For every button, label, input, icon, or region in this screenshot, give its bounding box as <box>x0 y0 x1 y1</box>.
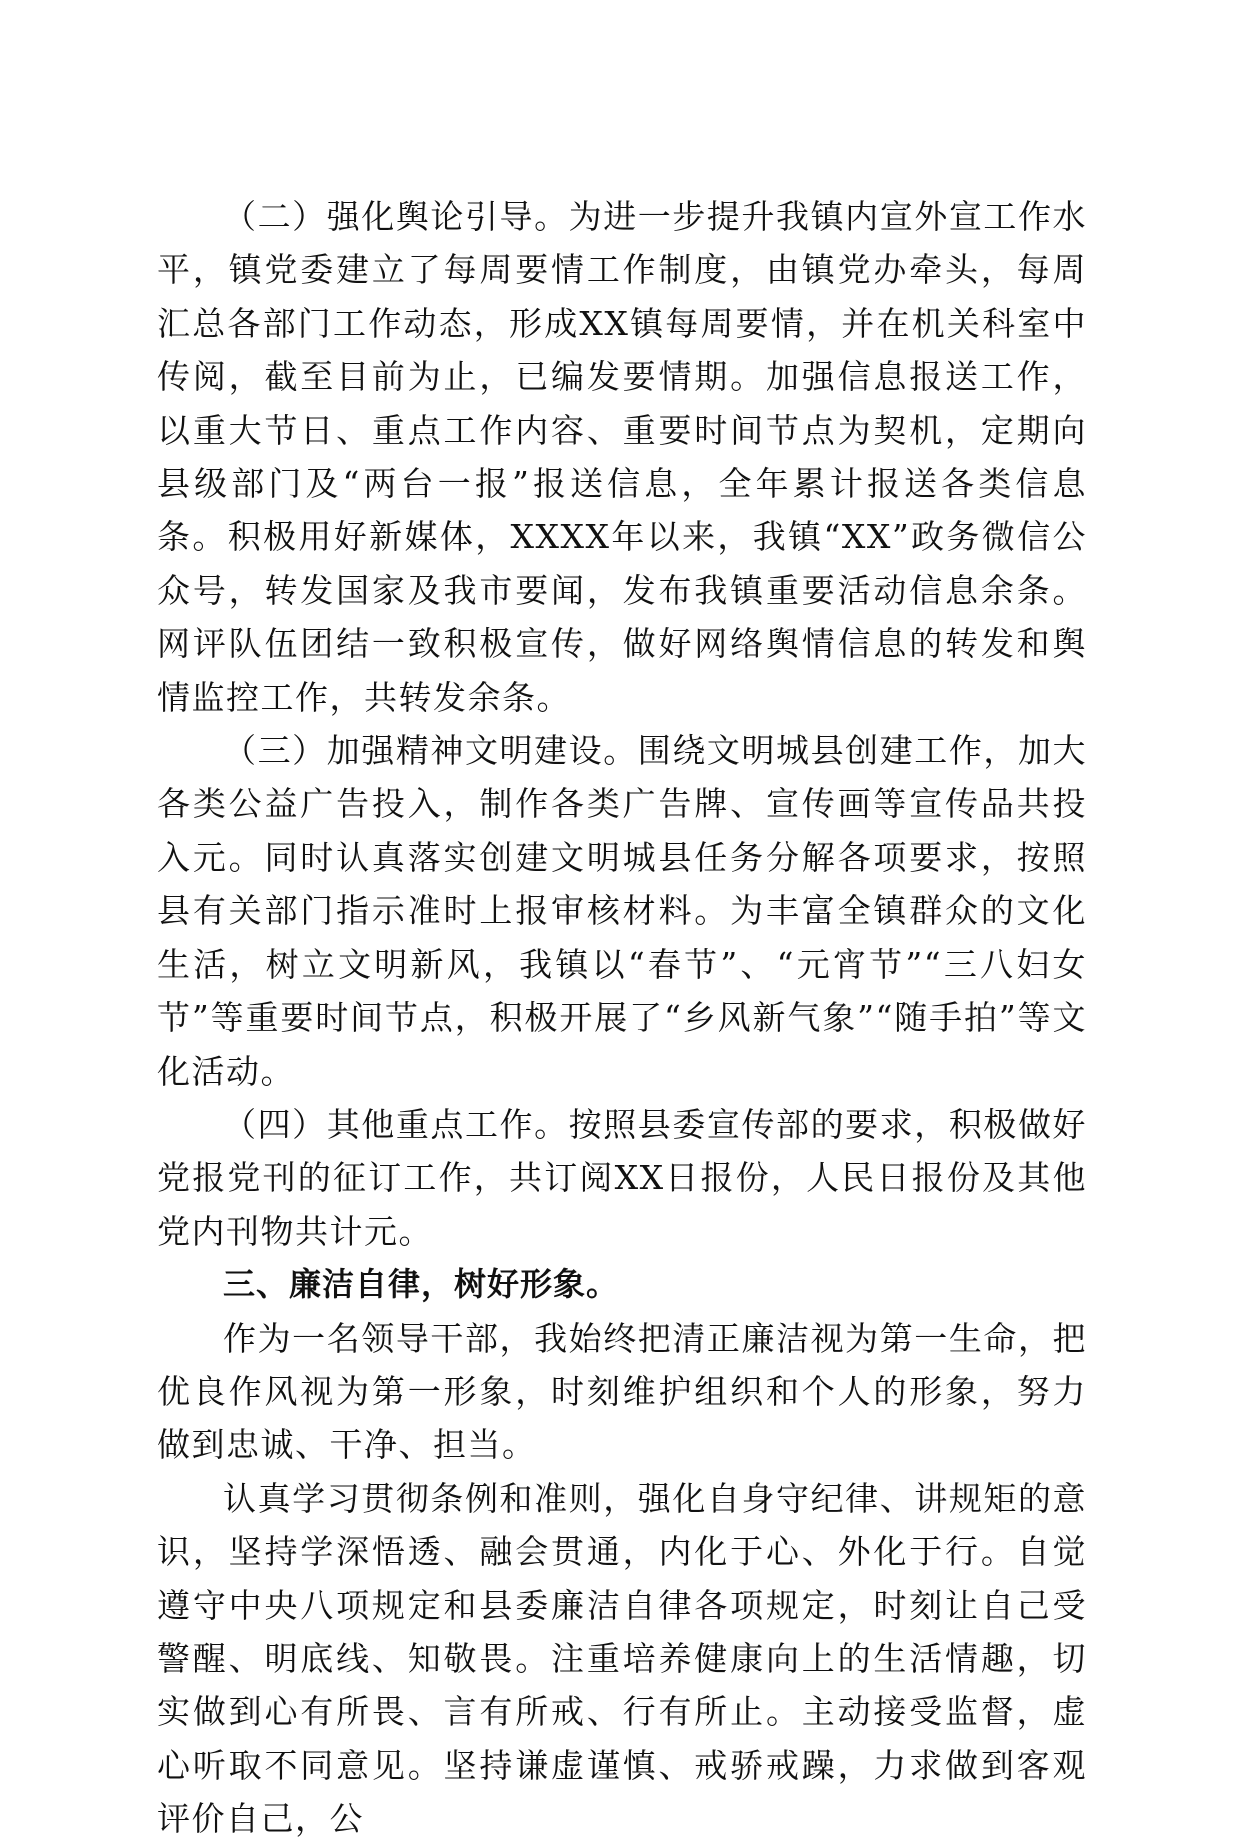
paragraph-public-opinion: （二）强化舆论引导。为进一步提升我镇内宣外宣工作水平，镇党委建立了每周要情工作制度，由镇党办牵头，每周汇总各部门工作动态，形成XX镇每周要情，并在机关科室中传阅，截至目前为止，已编发要情期。加强信息报送工作，以重大节日、重点工作内容、重要时间节点为契机，定期向县级部门及“两台一报”报送信息，全年累计报送各类信息条。积极用好新媒体，XXXX年以来，我镇“XX”政务微信公众号，转发国家及我市要闻，发布我镇重要活动信息余条。网评队伍团结一致积极宣传，做好网络舆情信息的转发和舆情监控工作，共转发余条。 <box>157 197 1087 717</box>
paragraph-other-key-work: （四）其他重点工作。按照县委宣传部的要求，积极做好党报党刊的征订工作，共订阅XX日报份，人民日报份及其他党内刊物共计元。 <box>157 1104 1087 1251</box>
paragraph-integrity-details: 认真学习贯彻条例和准则，强化自身守纪律、讲规矩的意识，坚持学深悟透、融会贯通，内化于心、外化于行。自觉遵守中央八项规定和县委廉洁自律各项规定，时刻让自己受警醒、明底线、知敬畏。注重培养健康向上的生活情趣，切实做到心有所畏、言有所戒、行有所止。主动接受监督，虚心听取不同意见。坚持谦虚谨慎、戒骄戒躁，力求做到客观评价自己，公 <box>157 1478 1087 1839</box>
document-body <box>157 190 1087 1846</box>
paragraph-spiritual-civilization: （三）加强精神文明建设。围绕文明城县创建工作，加大各类公益广告投入，制作各类广告牌、宣传画等宣传品共投入元。同时认真落实创建文明城县任务分解各项要求，按照县有关部门指示准时上报审核材料。为丰富全镇群众的文化生活，树立文明新风，我镇以“春节”、“元宵节”“三八妇女节”等重要时间节点，积极开展了“乡风新气象”“随手拍”等文化活动。 <box>157 731 1087 1091</box>
paragraph-integrity-intro: 作为一名领导干部，我始终把清正廉洁视为第一生命，把优良作风视为第一形象，时刻维护组织和个人的形象，努力做到忠诚、干净、担当。 <box>157 1318 1087 1465</box>
section-heading: 三、廉洁自律，树好形象。 <box>223 1265 620 1304</box>
